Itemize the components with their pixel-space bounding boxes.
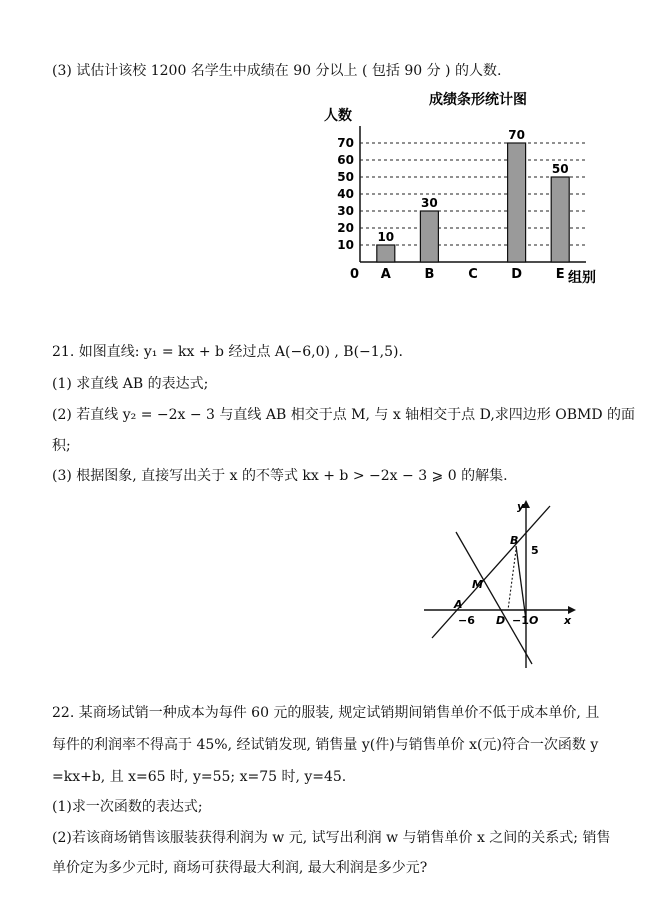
graph-x-arrow <box>568 606 576 614</box>
x-tick-label: E <box>555 267 565 282</box>
data-label-A: 10 <box>377 230 395 244</box>
chart-title: 成绩条形统计图 <box>429 92 527 108</box>
data-label-E: 50 <box>551 162 569 176</box>
chart-origin-label: 0 <box>350 267 360 282</box>
graph-label-m: M <box>472 578 483 591</box>
q21-part2a: (2) 若直线 y₂ = −2x − 3 与直线 AB 相交于点 M, 与 x 轴相交于点 D,求四边形 OBMD 的面 <box>52 407 636 423</box>
y-tick-label: 20 <box>337 221 354 235</box>
graph-label-d: D <box>496 614 506 627</box>
chart-ylabel: 人数 <box>324 108 352 124</box>
chart-xlabel: 组别 <box>568 270 596 286</box>
data-label-B: 30 <box>421 196 438 210</box>
y-tick-label: 10 <box>337 238 354 252</box>
graph-label-o: O <box>529 614 539 627</box>
y-tick-label: 70 <box>337 136 354 150</box>
graph-label-b: B <box>510 534 519 547</box>
graph-label-5: 5 <box>531 544 539 557</box>
bar-chart <box>318 86 608 286</box>
q22-line2: 每件的利润率不得高于 45%, 经试销发现, 销售量 y(件)与销售单价 x(元)符合一次函数 y <box>52 737 599 753</box>
y-tick-label: 30 <box>337 204 354 218</box>
x-tick-label: C <box>468 267 478 282</box>
q21-part3: (3) 根据图象, 直接写出关于 x 的不等式 kx + b > −2x − 3 ⩾ 0 的解集. <box>52 468 508 484</box>
graph-label-x: x <box>564 614 572 627</box>
x-tick-label: D <box>511 267 522 282</box>
q21-part1: (1) 求直线 AB 的表达式; <box>52 376 209 392</box>
dashed-bd <box>508 550 516 610</box>
data-label-D: 70 <box>508 128 525 142</box>
q20-part3: (3) 试估计该校 1200 名学生中成绩在 90 分以上 ( 包括 90 分 ) 的人数. <box>52 63 502 79</box>
q22-part2b: 单价定为多少元时, 商场可获得最大利润, 最大利润是多少元? <box>52 860 428 876</box>
q22-part2a: (2)若该商场销售该服装获得利润为 w 元, 试写出利润 w 与销售单价 x 之间的关系式; 销售 <box>52 830 611 846</box>
y-tick-label: 60 <box>337 153 354 167</box>
y-tick-label: 40 <box>337 187 354 201</box>
graph-label-y: y <box>517 500 525 513</box>
line-steep <box>516 546 526 620</box>
x-tick-label: A <box>380 267 391 282</box>
y-tick-label: 50 <box>337 170 354 184</box>
graph-label-neg6: −6 <box>458 614 475 627</box>
q22-line1: 22. 某商场试销一种成本为每件 60 元的服装, 规定试销期间销售单价不低于成本单价, 且 <box>52 705 600 721</box>
q22-part1: (1)求一次函数的表达式; <box>52 799 203 815</box>
graph-label-a: A <box>454 598 463 611</box>
q21-part2b: 积; <box>52 438 71 454</box>
graph-label-neg1: −1 <box>512 614 529 627</box>
q21-graph <box>418 496 578 676</box>
x-tick-label: B <box>424 267 435 282</box>
bar-B <box>420 211 438 262</box>
q22-line3: =kx+b, 且 x=65 时, y=55; x=75 时, y=45. <box>52 769 347 785</box>
bar-E <box>551 177 569 262</box>
bar-D <box>508 143 526 262</box>
q21-stem: 21. 如图直线: y₁ = kx + b 经过点 A(−6,0) , B(−1,5). <box>52 344 403 360</box>
bar-A <box>377 245 395 262</box>
